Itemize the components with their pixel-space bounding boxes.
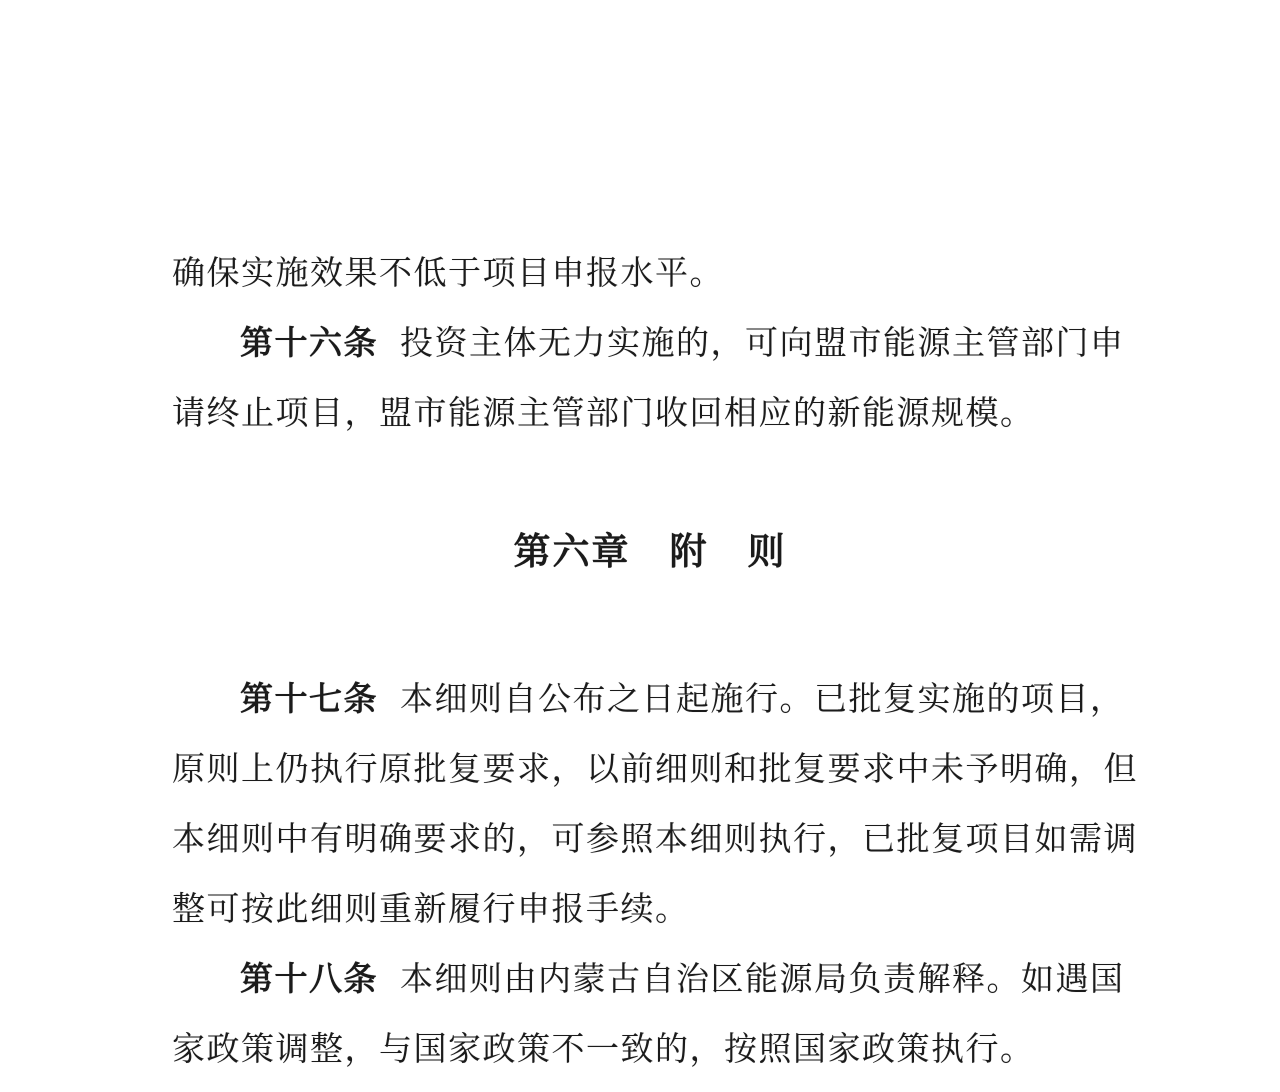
text-line	[172, 1015, 1128, 1085]
document-content	[172, 239, 1138, 1085]
text-line	[172, 309, 1128, 379]
line-text: 整可按此细则重新履行申报手续。	[172, 892, 690, 928]
text-line	[172, 875, 1128, 945]
line-text: 本细则自公布之日起施行。已批复实施的项目，	[400, 682, 1125, 718]
line-text: 本细则中有明确要求的，可参照本细则执行，已批复项目如需调	[172, 822, 1138, 858]
text-line	[172, 945, 1128, 1015]
line-text: 确保实施效果不低于项目申报水平。	[172, 256, 724, 292]
article-number-label: 第十六条	[240, 326, 378, 362]
line-text: 本细则由内蒙古自治区能源局负责解释。如遇国	[400, 962, 1125, 998]
article-number-label: 第十八条	[240, 962, 378, 998]
article-number-label: 第十七条	[240, 682, 378, 718]
line-text: 投资主体无力实施的，可向盟市能源主管部门申	[400, 326, 1125, 362]
text-line	[172, 239, 1128, 309]
text-line	[172, 379, 1128, 449]
line-text: 请终止项目，盟市能源主管部门收回相应的新能源规模。	[172, 396, 1035, 432]
text-line	[172, 735, 1138, 805]
text-line	[172, 665, 1128, 735]
line-text: 家政策调整，与国家政策不一致的，按照国家政策执行。	[172, 1032, 1035, 1068]
line-text: 原则上仍执行原批复要求，以前细则和批复要求中未予明确，但	[172, 752, 1138, 788]
text-line	[172, 805, 1138, 875]
chapter-heading: 第六章 附 则	[513, 532, 787, 573]
